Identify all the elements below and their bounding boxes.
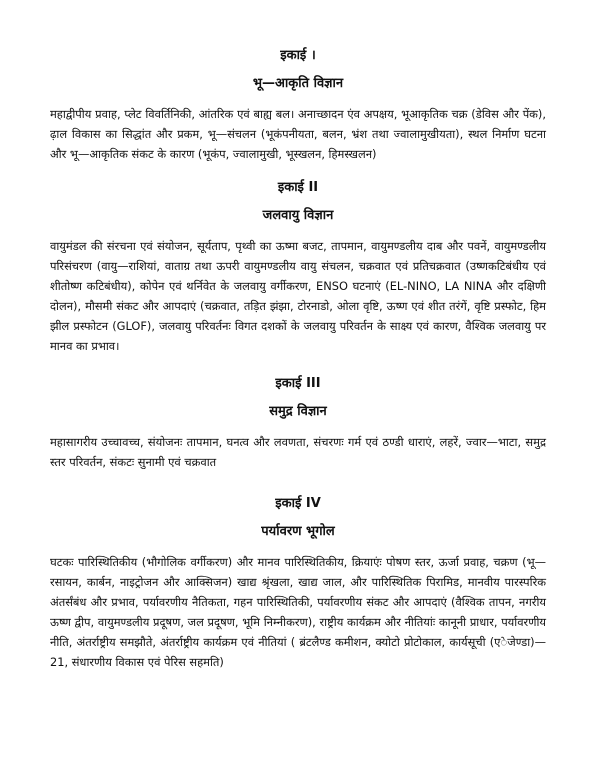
- unit-1-body: महाद्वीपीय प्रवाह, प्लेट विवर्तिनिकी, आंतरिक एवं बाह्य बल। अनाच्छादन एंव अपक्षय, भूआकृतिक चक्र (डेविस और पेंक), ढ़ाल विकास का सिद्धांत और प्रकम, भू—संचलन (भूकंपनीयता, बलन, भ्रंश तथा ज्वालामुखीयता), स्थल निर्माण घटना और भू—आकृतिक संकट के कारण (भूकंप, ज्वालामुखी, भूस्खलन, हिमस्खलन): [50, 107, 546, 161]
- unit-2-section: [50, 180, 546, 356]
- unit-4-body: घटकः पारिस्थितिकीय (भौगोलिक वर्गीकरण) और मानव पारिस्थितिकीय, क्रियाएंः पोषण स्तर, ऊर्जा प्रवाह, चक्रण (भू—रसायन, कार्बन, नाइट्रोजन और आक्सिजन) खाद्य श्रृंखला, खाद्य जाल, और पारिस्थितिक पिरामिड, मानवीय पारस्परिक अंतर्संबंध और प्रभाव, पर्यावरणीय नैतिकता, गहन पारिस्थितिकी, पर्यावरणीय संकट और आपदाएं (वैश्विक तापन, नगरीय ऊष्ण द्वीप, वायुमण्डलीय प्रदूषण, जल प्रदूषण, भूमि निम्नीकरण), राष्ट्रीय कार्यक्रम और नीतियांः कानूनी प्राधार, पर्यावरणीय नीति, अंतर्राष्ट्रीय समझौते, अंतर्राष्ट्रीय कार्यक्रम एवं नीतियां ( ब्रंटलैण्ड कमीशन, क्योटो प्रोटोकाल, कार्यसूची (एेजेण्डा)—21, संधारणीय विकास एवं पेरिस सहमति): [50, 555, 546, 669]
- unit-3-label: इकाई III: [275, 376, 321, 391]
- unit-2-label: इकाई II: [277, 180, 319, 195]
- unit-4-title: पर्यावरण भूगोल: [261, 524, 335, 539]
- unit-4-label: इकाई IV: [275, 496, 321, 511]
- unit-1-section: [50, 48, 546, 164]
- unit-1-title: भू—आकृति विज्ञान: [252, 76, 344, 91]
- syllabus-page: [50, 48, 546, 672]
- unit-1-label: इकाई ।: [280, 48, 316, 63]
- unit-2-title: जलवायु विज्ञान: [262, 208, 334, 223]
- unit-3-body: महासागरीय उच्चावच्च, संयोजनः तापमान, घनत्व और लवणता, संचरणः गर्म एवं ठण्डी धाराएं, लहरें, ज्वार—भाटा, समुद्र स्तर परिवर्तन, संकटः सुनामी एवं चक्रवात: [50, 435, 546, 469]
- unit-4-section: [50, 496, 546, 672]
- unit-3-section: [50, 376, 546, 472]
- unit-3-title: समुद्र विज्ञान: [269, 404, 327, 419]
- unit-2-body: वायुमंडल की संरचना एवं संयोजन, सूर्यताप, पृथ्वी का ऊष्मा बजट, तापमान, वायुमण्डलीय दाब और पवनें, वायुमण्डलीय परिसंचरण (वायु—राशियां, वाताग्र तथा ऊपरी वायुमण्डलीय वायु संचलन, चक्रवात एवं प्रतिचक्रवात (उष्णकटिबंधीय एवं शीतोष्ण कटिबंधीय), कोपेन एवं थर्निवेत के जलवायु वर्गीकरण, ENSO घटनाएं (EL-NINO, LA NINA और दक्षिणी दोलन), मौसमी संकट और आपदाएं (चक्रवात, तड़ित झंझा, टोरनाडो, ओला वृष्टि, ऊष्ण एवं शीत तरंगें, वृष्टि प्रस्फोट, हिम झील प्रस्फोटन (GLOF), जलवायु परिवर्तनः विगत दशकों के जलवायु परिवर्तन के साक्ष्य एवं कारण, वैश्विक जलवायु पर मानव का प्रभाव।: [50, 239, 546, 353]
